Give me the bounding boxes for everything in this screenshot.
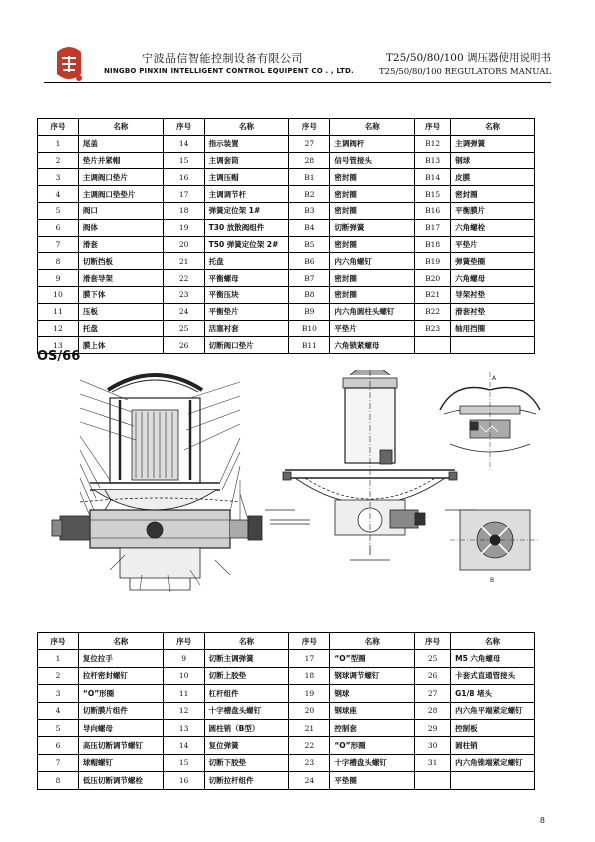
column-header: 序号 xyxy=(415,633,451,650)
table-row xyxy=(38,320,535,337)
part-number-cell: B4 xyxy=(289,219,330,236)
part-number-cell: 3 xyxy=(38,685,79,702)
part-number-cell: B20 xyxy=(415,270,451,287)
part-name-cell: 滑套导架 xyxy=(78,270,163,287)
column-header: 名称 xyxy=(78,119,163,136)
part-name-cell: 钢球调节螺钉 xyxy=(330,667,415,684)
table-row xyxy=(38,186,535,203)
table-row xyxy=(38,253,535,270)
part-number-cell: 2 xyxy=(38,152,79,169)
part-name-cell: M5 六角螺母 xyxy=(451,650,535,667)
company-name-en: NINGBO PINXIN INTELLIGENT CONTROL EQUIPENT CO . , LTD. xyxy=(104,67,354,75)
detail-b xyxy=(450,510,540,584)
part-name-cell: 平衡垫片 xyxy=(204,303,289,320)
table-row xyxy=(38,286,535,303)
part-name-cell: 切断膜片组件 xyxy=(78,702,163,719)
header-rule xyxy=(44,82,551,83)
table-row xyxy=(38,702,535,719)
part-number-cell: 8 xyxy=(38,772,79,789)
part-number-cell: B9 xyxy=(289,303,330,320)
column-header: 序号 xyxy=(289,633,330,650)
part-name-cell xyxy=(451,772,535,789)
part-number-cell: B13 xyxy=(415,152,451,169)
part-number-cell: 4 xyxy=(38,186,79,203)
part-number-cell: 29 xyxy=(415,719,451,736)
column-header: 序号 xyxy=(163,633,204,650)
table-row xyxy=(38,650,535,667)
part-name-cell: 密封圈 xyxy=(330,236,415,253)
part-number-cell: 28 xyxy=(289,152,330,169)
part-number-cell: B18 xyxy=(415,236,451,253)
part-number-cell: B6 xyxy=(289,253,330,270)
part-number-cell: 20 xyxy=(163,236,204,253)
part-number-cell: 14 xyxy=(163,135,204,152)
column-header: 序号 xyxy=(38,633,79,650)
part-number-cell: 21 xyxy=(163,253,204,270)
part-name-cell: 阀体 xyxy=(78,219,163,236)
part-name-cell: 弹簧垫圈 xyxy=(451,253,535,270)
table-row xyxy=(38,685,535,702)
part-name-cell: 主调阀口垫片 xyxy=(78,169,163,186)
part-name-cell: 控制套 xyxy=(330,719,415,736)
part-number-cell: 6 xyxy=(38,737,79,754)
part-number-cell: 15 xyxy=(163,152,204,169)
table-row xyxy=(38,219,535,236)
part-number-cell: 4 xyxy=(38,702,79,719)
part-number-cell: 23 xyxy=(289,754,330,771)
column-header: 名称 xyxy=(330,119,415,136)
part-number-cell: B7 xyxy=(289,270,330,287)
part-number-cell: B2 xyxy=(289,186,330,203)
part-name-cell: 圆柱销（B型） xyxy=(204,719,289,736)
part-name-cell: 切断下胶垫 xyxy=(204,754,289,771)
front-view xyxy=(265,370,475,560)
part-name-cell: 平垫片 xyxy=(330,320,415,337)
part-number-cell: 27 xyxy=(289,135,330,152)
part-name-cell: 导向螺母 xyxy=(78,719,163,736)
part-number-cell: 30 xyxy=(415,737,451,754)
column-header: 名称 xyxy=(204,633,289,650)
part-number-cell: B17 xyxy=(415,219,451,236)
part-number-cell: 6 xyxy=(38,219,79,236)
part-name-cell: T30 放散阀组件 xyxy=(204,219,289,236)
part-number-cell: 31 xyxy=(415,754,451,771)
part-name-cell: 尾盖 xyxy=(78,135,163,152)
part-number-cell: 9 xyxy=(163,650,204,667)
part-number-cell: 16 xyxy=(163,772,204,789)
column-header: 序号 xyxy=(415,119,451,136)
part-name-cell: 切断阀口垫片 xyxy=(204,337,289,354)
part-name-cell: 阀口 xyxy=(78,202,163,219)
part-name-cell: 拉杆密封螺钉 xyxy=(78,667,163,684)
part-name-cell: 平垫片 xyxy=(451,236,535,253)
part-name-cell: 弹簧定位架 1# xyxy=(204,202,289,219)
part-name-cell: 托盘 xyxy=(78,320,163,337)
part-name-cell: 切断上胶垫 xyxy=(204,667,289,684)
part-number-cell: 25 xyxy=(163,320,204,337)
part-name-cell xyxy=(451,337,535,354)
part-name-cell: 垫片并紧帽 xyxy=(78,152,163,169)
part-number-cell: 16 xyxy=(163,169,204,186)
part-name-cell: 卡套式直通管接头 xyxy=(451,667,535,684)
column-header: 名称 xyxy=(78,633,163,650)
part-number-cell: 7 xyxy=(38,236,79,253)
part-number-cell: 13 xyxy=(38,337,79,354)
part-name-cell: 复位弹簧 xyxy=(204,737,289,754)
detail-a xyxy=(440,372,540,472)
part-number-cell: 2 xyxy=(38,667,79,684)
part-name-cell: 滑套衬垫 xyxy=(451,303,535,320)
part-number-cell: B8 xyxy=(289,286,330,303)
part-name-cell: 密封圈 xyxy=(330,202,415,219)
part-name-cell: 滑套 xyxy=(78,236,163,253)
part-name-cell: 内六角螺钉 xyxy=(330,253,415,270)
part-name-cell: T50 弹簧定位架 2# xyxy=(204,236,289,253)
part-number-cell: 7 xyxy=(38,754,79,771)
company-logo xyxy=(51,44,87,84)
part-number-cell: 9 xyxy=(38,270,79,287)
part-name-cell: 托盘 xyxy=(204,253,289,270)
part-number-cell: 5 xyxy=(38,202,79,219)
part-name-cell: 内六角平端紧定螺钉 xyxy=(451,702,535,719)
part-number-cell: B11 xyxy=(289,337,330,354)
column-header: 序号 xyxy=(38,119,79,136)
part-name-cell: “O”型圈 xyxy=(330,650,415,667)
part-name-cell: 主调弹簧 xyxy=(451,135,535,152)
part-name-cell: 切断拉杆组件 xyxy=(204,772,289,789)
part-number-cell: B15 xyxy=(415,186,451,203)
part-name-cell: 内六角锥端紧定螺钉 xyxy=(451,754,535,771)
part-number-cell: 11 xyxy=(163,685,204,702)
part-number-cell xyxy=(415,772,451,789)
part-number-cell: 13 xyxy=(163,719,204,736)
part-name-cell: 活塞衬套 xyxy=(204,320,289,337)
part-number-cell: 18 xyxy=(289,667,330,684)
part-number-cell: B22 xyxy=(415,303,451,320)
part-name-cell: 切断主调弹簧 xyxy=(204,650,289,667)
part-number-cell: B16 xyxy=(415,202,451,219)
table-row xyxy=(38,270,535,287)
column-header: 序号 xyxy=(163,119,204,136)
part-number-cell xyxy=(415,337,451,354)
part-number-cell: 24 xyxy=(163,303,204,320)
column-header: 名称 xyxy=(451,119,535,136)
company-name-cn: 宁波品信智能控制设备有限公司 xyxy=(142,52,303,65)
part-name-cell: 切断弹簧 xyxy=(330,219,415,236)
part-number-cell: 10 xyxy=(163,667,204,684)
part-name-cell: 钢球座 xyxy=(330,702,415,719)
column-header: 名称 xyxy=(204,119,289,136)
part-name-cell: 十字槽盘头螺钉 xyxy=(204,702,289,719)
part-number-cell: 19 xyxy=(289,685,330,702)
part-number-cell: 3 xyxy=(38,169,79,186)
part-name-cell: 低压切断调节螺栓 xyxy=(78,772,163,789)
part-name-cell: 压板 xyxy=(78,303,163,320)
column-header: 序号 xyxy=(289,119,330,136)
part-number-cell: 24 xyxy=(289,772,330,789)
part-number-cell: B19 xyxy=(415,253,451,270)
part-number-cell: 14 xyxy=(163,737,204,754)
part-number-cell: B3 xyxy=(289,202,330,219)
part-name-cell: 指示装置 xyxy=(204,135,289,152)
part-number-cell: 1 xyxy=(38,135,79,152)
part-name-cell: 球帽螺钉 xyxy=(78,754,163,771)
table-row xyxy=(38,152,535,169)
part-number-cell: B5 xyxy=(289,236,330,253)
part-number-cell: 23 xyxy=(163,286,204,303)
part-number-cell: 10 xyxy=(38,286,79,303)
table-header-row xyxy=(38,119,535,136)
table-row xyxy=(38,135,535,152)
part-name-cell: 六角锁紧螺母 xyxy=(330,337,415,354)
regulator-drawing xyxy=(50,370,550,615)
detail-label-a: A xyxy=(492,375,497,382)
part-name-cell: 主调套筒 xyxy=(204,152,289,169)
parts-table-2 xyxy=(37,632,535,790)
page-number: 8 xyxy=(539,816,545,825)
part-number-cell: B10 xyxy=(289,320,330,337)
part-name-cell: 平衡螺母 xyxy=(204,270,289,287)
part-number-cell: B23 xyxy=(415,320,451,337)
part-name-cell: 切断挡板 xyxy=(78,253,163,270)
table-row xyxy=(38,337,535,354)
manual-title-cn: T25/50/80/100 调压器使用说明书 xyxy=(385,52,551,64)
part-number-cell: 27 xyxy=(415,685,451,702)
part-name-cell: G1/8 堵头 xyxy=(451,685,535,702)
table-row xyxy=(38,667,535,684)
column-header: 名称 xyxy=(451,633,535,650)
part-name-cell: 控制板 xyxy=(451,719,535,736)
part-number-cell: 20 xyxy=(289,702,330,719)
part-name-cell: 导架衬垫 xyxy=(451,286,535,303)
part-number-cell: 12 xyxy=(163,702,204,719)
part-name-cell: 平衡膜片 xyxy=(451,202,535,219)
column-header: 名称 xyxy=(330,633,415,650)
part-name-cell: 信号管接头 xyxy=(330,152,415,169)
table-row xyxy=(38,169,535,186)
cross-section-view xyxy=(52,375,262,590)
part-name-cell: 膜上体 xyxy=(78,337,163,354)
part-number-cell: B14 xyxy=(415,169,451,186)
part-name-cell: 密封圈 xyxy=(330,186,415,203)
part-name-cell: 杠杆组件 xyxy=(204,685,289,702)
part-number-cell: 19 xyxy=(163,219,204,236)
part-name-cell: “O”形圈 xyxy=(78,685,163,702)
section-title: OS/66 xyxy=(37,349,81,364)
table-header-row xyxy=(38,633,535,650)
part-name-cell: 轴用挡圈 xyxy=(451,320,535,337)
part-name-cell: 圆柱销 xyxy=(451,737,535,754)
part-number-cell: B12 xyxy=(415,135,451,152)
part-number-cell: 22 xyxy=(289,737,330,754)
part-name-cell: 密封圈 xyxy=(330,270,415,287)
part-name-cell: 密封圈 xyxy=(330,169,415,186)
part-number-cell: 15 xyxy=(163,754,204,771)
part-name-cell: 主调阀口垫垫片 xyxy=(78,186,163,203)
part-name-cell: 密封圈 xyxy=(330,286,415,303)
manual-title-en: T25/50/80/100 REGULATORS MANUAL xyxy=(378,67,551,77)
part-number-cell: 5 xyxy=(38,719,79,736)
part-number-cell: 11 xyxy=(38,303,79,320)
part-number-cell: 8 xyxy=(38,253,79,270)
table-row xyxy=(38,754,535,771)
part-name-cell: 十字槽盘头螺钉 xyxy=(330,754,415,771)
detail-label-b: B xyxy=(490,577,495,584)
part-name-cell: 膜下体 xyxy=(78,286,163,303)
part-name-cell: 钢球 xyxy=(330,685,415,702)
part-name-cell: 钢球 xyxy=(451,152,535,169)
part-number-cell: 18 xyxy=(163,202,204,219)
table-row xyxy=(38,303,535,320)
part-number-cell: 12 xyxy=(38,320,79,337)
part-number-cell: B21 xyxy=(415,286,451,303)
part-number-cell: 17 xyxy=(163,186,204,203)
part-name-cell: 高压切断调节螺钉 xyxy=(78,737,163,754)
part-number-cell: 25 xyxy=(415,650,451,667)
part-name-cell: 主调压帽 xyxy=(204,169,289,186)
part-number-cell: 17 xyxy=(289,650,330,667)
part-number-cell: 22 xyxy=(163,270,204,287)
part-name-cell: 复位拉手 xyxy=(78,650,163,667)
part-name-cell: 六角螺栓 xyxy=(451,219,535,236)
part-number-cell: 28 xyxy=(415,702,451,719)
table-row xyxy=(38,737,535,754)
part-number-cell: 21 xyxy=(289,719,330,736)
part-name-cell: 内六角圆柱头螺钉 xyxy=(330,303,415,320)
part-name-cell: 主调阀杆 xyxy=(330,135,415,152)
part-name-cell: 六角螺母 xyxy=(451,270,535,287)
part-number-cell: 26 xyxy=(415,667,451,684)
part-name-cell: “O”形圈 xyxy=(330,737,415,754)
part-name-cell: 皮膜 xyxy=(451,169,535,186)
parts-table-1 xyxy=(37,118,535,354)
part-name-cell: 平垫圈 xyxy=(330,772,415,789)
part-name-cell: 平衡压块 xyxy=(204,286,289,303)
table-row xyxy=(38,719,535,736)
table-row xyxy=(38,236,535,253)
part-number-cell: B1 xyxy=(289,169,330,186)
part-name-cell: 密封圈 xyxy=(451,186,535,203)
part-number-cell: 26 xyxy=(163,337,204,354)
part-name-cell: 主调调节杆 xyxy=(204,186,289,203)
table-row xyxy=(38,202,535,219)
part-number-cell: 1 xyxy=(38,650,79,667)
table-row xyxy=(38,772,535,789)
